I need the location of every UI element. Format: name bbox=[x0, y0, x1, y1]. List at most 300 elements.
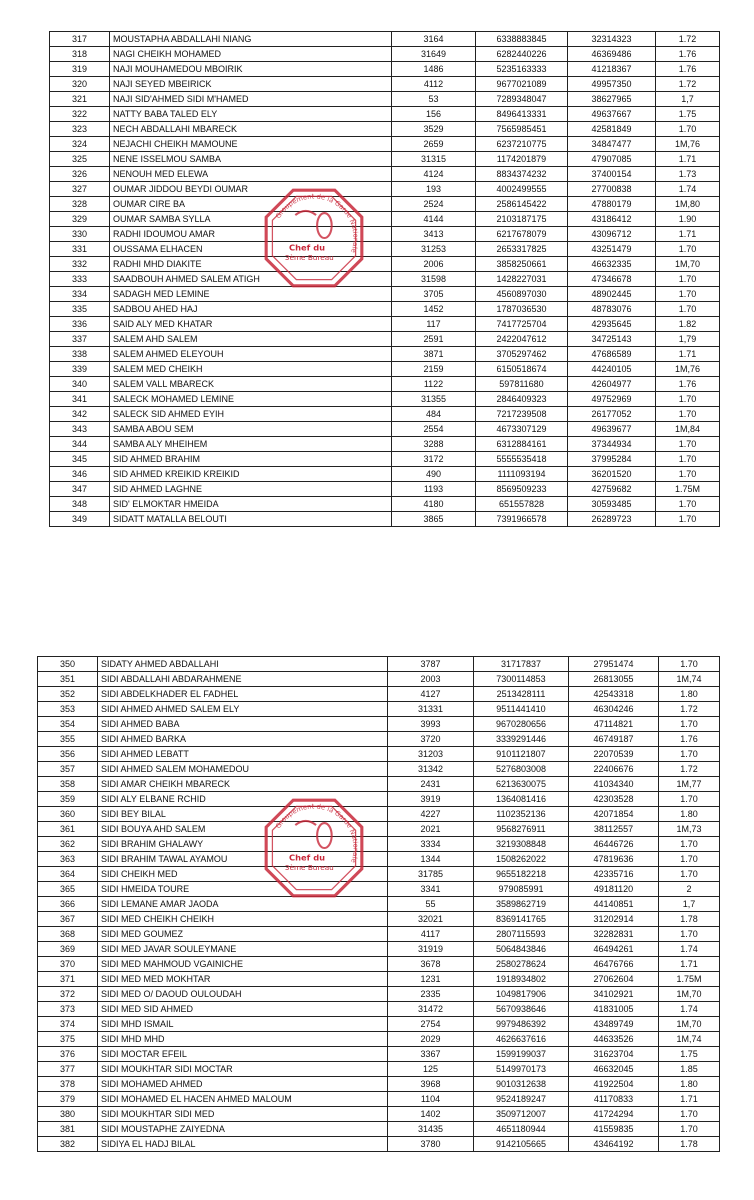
table-row bbox=[50, 392, 720, 407]
name-cell: MOUSTAPHA ABDALLAHI NIANG bbox=[110, 32, 392, 47]
table-row bbox=[38, 867, 720, 882]
row-number-cell: 370 bbox=[38, 957, 98, 972]
name-cell: SIDI MOUSTAPHE ZAIYEDNA bbox=[98, 1122, 388, 1137]
name-cell: SALECK SID AHMED EYIH bbox=[110, 407, 392, 422]
table-row bbox=[50, 272, 720, 287]
row-number-cell: 349 bbox=[50, 512, 110, 527]
height-cell: 1.70 bbox=[656, 467, 720, 482]
phone-cell: 37995284 bbox=[568, 452, 656, 467]
matricule-cell: 490 bbox=[392, 467, 476, 482]
height-cell: 1.70 bbox=[656, 302, 720, 317]
matricule-cell: 3341 bbox=[388, 882, 474, 897]
table-row bbox=[50, 107, 720, 122]
matricule-cell: 4227 bbox=[388, 807, 474, 822]
table-row bbox=[38, 732, 720, 747]
nni-cell: 8496413331 bbox=[476, 107, 568, 122]
nni-cell: 2103187175 bbox=[476, 212, 568, 227]
row-number-cell: 382 bbox=[38, 1137, 98, 1152]
matricule-cell: 31472 bbox=[388, 1002, 474, 1017]
height-cell: 1.70 bbox=[659, 852, 720, 867]
phone-cell: 44633526 bbox=[569, 1032, 659, 1047]
height-cell: 1.74 bbox=[659, 942, 720, 957]
matricule-cell: 2335 bbox=[388, 987, 474, 1002]
phone-cell: 46369486 bbox=[568, 47, 656, 62]
nni-cell: 3339291446 bbox=[474, 732, 569, 747]
matricule-cell: 4112 bbox=[392, 77, 476, 92]
phone-cell: 31202914 bbox=[569, 912, 659, 927]
matricule-cell: 1231 bbox=[388, 972, 474, 987]
table-row bbox=[38, 882, 720, 897]
seal-label-line1: Chef du bbox=[289, 242, 326, 253]
height-cell: 1M,80 bbox=[656, 197, 720, 212]
row-number-cell: 326 bbox=[50, 167, 110, 182]
row-number-cell: 339 bbox=[50, 362, 110, 377]
row-number-cell: 373 bbox=[38, 1002, 98, 1017]
phone-cell: 42759682 bbox=[568, 482, 656, 497]
table-row bbox=[50, 137, 720, 152]
matricule-cell: 3288 bbox=[392, 437, 476, 452]
row-number-cell: 354 bbox=[38, 717, 98, 732]
nni-cell: 4626637616 bbox=[474, 1032, 569, 1047]
matricule-cell: 3787 bbox=[388, 657, 474, 672]
row-number-cell: 375 bbox=[38, 1032, 98, 1047]
name-cell: SIDI AHMED BABA bbox=[98, 717, 388, 732]
name-cell: SIDI HMEIDA TOURE bbox=[98, 882, 388, 897]
name-cell: SIDI AHMED LEBATT bbox=[98, 747, 388, 762]
row-number-cell: 359 bbox=[38, 792, 98, 807]
nni-cell: 979085991 bbox=[474, 882, 569, 897]
matricule-cell: 2554 bbox=[392, 422, 476, 437]
matricule-cell: 117 bbox=[392, 317, 476, 332]
height-cell: 1,7 bbox=[656, 92, 720, 107]
nni-cell: 6217678079 bbox=[476, 227, 568, 242]
matricule-cell: 193 bbox=[392, 182, 476, 197]
name-cell: SALEM MED CHEIKH bbox=[110, 362, 392, 377]
matricule-cell: 3780 bbox=[388, 1137, 474, 1152]
matricule-cell: 3413 bbox=[392, 227, 476, 242]
name-cell: SIDATT MATALLA BELOUTI bbox=[110, 512, 392, 527]
name-cell: SIDI MED MED MOKHTAR bbox=[98, 972, 388, 987]
row-number-cell: 378 bbox=[38, 1077, 98, 1092]
table-row bbox=[50, 437, 720, 452]
phone-cell: 47686589 bbox=[568, 347, 656, 362]
table-row bbox=[50, 212, 720, 227]
phone-cell: 47907085 bbox=[568, 152, 656, 167]
phone-cell: 43251479 bbox=[568, 242, 656, 257]
matricule-cell: 31342 bbox=[388, 762, 474, 777]
height-cell: 1.75 bbox=[656, 107, 720, 122]
matricule-cell: 31435 bbox=[388, 1122, 474, 1137]
phone-cell: 49637667 bbox=[568, 107, 656, 122]
table-row bbox=[50, 332, 720, 347]
table-row bbox=[38, 792, 720, 807]
height-cell: 1.71 bbox=[659, 1092, 720, 1107]
height-cell: 1.71 bbox=[656, 347, 720, 362]
name-cell: SIDI MED SID AHMED bbox=[98, 1002, 388, 1017]
name-cell: NAJI MOUHAMEDOU MBOIRIK bbox=[110, 62, 392, 77]
phone-cell: 34847477 bbox=[568, 137, 656, 152]
matricule-cell: 31919 bbox=[388, 942, 474, 957]
row-number-cell: 377 bbox=[38, 1062, 98, 1077]
height-cell: 1M,74 bbox=[659, 672, 720, 687]
table-row bbox=[38, 897, 720, 912]
height-cell: 1.70 bbox=[656, 407, 720, 422]
nni-cell: 1599199037 bbox=[474, 1047, 569, 1062]
name-cell: SIDI MED CHEIKH CHEIKH bbox=[98, 912, 388, 927]
name-cell: OUMAR CIRE BA bbox=[110, 197, 392, 212]
table-row bbox=[50, 362, 720, 377]
table-row bbox=[38, 942, 720, 957]
nni-cell: 9511441410 bbox=[474, 702, 569, 717]
phone-cell: 42581849 bbox=[568, 122, 656, 137]
height-cell: 1.70 bbox=[656, 512, 720, 527]
table-row bbox=[38, 672, 720, 687]
table-row bbox=[38, 927, 720, 942]
nni-cell: 597811680 bbox=[476, 377, 568, 392]
name-cell: SAMBA ALY MHEIHEM bbox=[110, 437, 392, 452]
height-cell: 1.76 bbox=[659, 732, 720, 747]
height-cell: 1M,70 bbox=[659, 987, 720, 1002]
row-number-cell: 346 bbox=[50, 467, 110, 482]
table-row bbox=[38, 987, 720, 1002]
row-number-cell: 381 bbox=[38, 1122, 98, 1137]
phone-cell: 27062604 bbox=[569, 972, 659, 987]
matricule-cell: 31649 bbox=[392, 47, 476, 62]
matricule-cell: 3529 bbox=[392, 122, 476, 137]
nni-cell: 7217239508 bbox=[476, 407, 568, 422]
nni-cell: 8834374232 bbox=[476, 167, 568, 182]
nni-cell: 9655182218 bbox=[474, 867, 569, 882]
height-cell: 1.72 bbox=[656, 32, 720, 47]
matricule-cell: 2006 bbox=[392, 257, 476, 272]
height-cell: 1.70 bbox=[656, 122, 720, 137]
height-cell: 1.80 bbox=[659, 687, 720, 702]
row-number-cell: 371 bbox=[38, 972, 98, 987]
height-cell: 1,7 bbox=[659, 897, 720, 912]
name-cell: SIDI ALY ELBANE RCHID bbox=[98, 792, 388, 807]
height-cell: 1.78 bbox=[659, 912, 720, 927]
seal-label-line1: Chef du bbox=[289, 852, 326, 863]
phone-cell: 22406676 bbox=[569, 762, 659, 777]
name-cell: SIDI CHEIKH MED bbox=[98, 867, 388, 882]
matricule-cell: 3367 bbox=[388, 1047, 474, 1062]
table-row bbox=[38, 762, 720, 777]
row-number-cell: 337 bbox=[50, 332, 110, 347]
matricule-cell: 3334 bbox=[388, 837, 474, 852]
height-cell: 1.82 bbox=[656, 317, 720, 332]
table-row bbox=[50, 32, 720, 47]
table-row bbox=[38, 1047, 720, 1062]
height-cell: 1.70 bbox=[659, 837, 720, 852]
phone-cell: 41922504 bbox=[569, 1077, 659, 1092]
table-row bbox=[50, 482, 720, 497]
matricule-cell: 1193 bbox=[392, 482, 476, 497]
roster-table-1-body bbox=[50, 32, 720, 527]
name-cell: OUMAR SAMBA SYLLA bbox=[110, 212, 392, 227]
table-row bbox=[50, 152, 720, 167]
table-row bbox=[38, 1137, 720, 1152]
matricule-cell: 156 bbox=[392, 107, 476, 122]
table-row bbox=[38, 717, 720, 732]
nni-cell: 9568276911 bbox=[474, 822, 569, 837]
phone-cell: 47114821 bbox=[569, 717, 659, 732]
phone-cell: 26813055 bbox=[569, 672, 659, 687]
row-number-cell: 366 bbox=[38, 897, 98, 912]
name-cell: SALEM AHD SALEM bbox=[110, 332, 392, 347]
phone-cell: 42935645 bbox=[568, 317, 656, 332]
name-cell: SIDI BOUYA AHD SALEM bbox=[98, 822, 388, 837]
height-cell: 1.70 bbox=[659, 717, 720, 732]
matricule-cell: 2021 bbox=[388, 822, 474, 837]
matricule-cell: 3968 bbox=[388, 1077, 474, 1092]
height-cell: 1.74 bbox=[656, 182, 720, 197]
table-row bbox=[38, 657, 720, 672]
row-number-cell: 379 bbox=[38, 1092, 98, 1107]
table-row bbox=[38, 1017, 720, 1032]
nni-cell: 9101121807 bbox=[474, 747, 569, 762]
row-number-cell: 345 bbox=[50, 452, 110, 467]
name-cell: NAJI SID'AHMED SIDI M'HAMED bbox=[110, 92, 392, 107]
phone-cell: 27951474 bbox=[569, 657, 659, 672]
nni-cell: 1102352136 bbox=[474, 807, 569, 822]
height-cell: 1.70 bbox=[659, 657, 720, 672]
matricule-cell: 1402 bbox=[388, 1107, 474, 1122]
row-number-cell: 327 bbox=[50, 182, 110, 197]
name-cell: RADHI IDOUMOU AMAR bbox=[110, 227, 392, 242]
phone-cell: 46632045 bbox=[569, 1062, 659, 1077]
height-cell: 1.76 bbox=[656, 47, 720, 62]
matricule-cell: 31203 bbox=[388, 747, 474, 762]
nni-cell: 8369141765 bbox=[474, 912, 569, 927]
table-row bbox=[50, 377, 720, 392]
name-cell: SIDATY AHMED ABDALLAHI bbox=[98, 657, 388, 672]
nni-cell: 8569509233 bbox=[476, 482, 568, 497]
nni-cell: 4560897030 bbox=[476, 287, 568, 302]
height-cell: 1M,70 bbox=[659, 1017, 720, 1032]
nni-cell: 3509712007 bbox=[474, 1107, 569, 1122]
table-row bbox=[50, 407, 720, 422]
matricule-cell: 55 bbox=[388, 897, 474, 912]
matricule-cell: 2659 bbox=[392, 137, 476, 152]
name-cell: NEJACHI CHEIKH MAMOUNE bbox=[110, 137, 392, 152]
phone-cell: 32314323 bbox=[568, 32, 656, 47]
name-cell: SALEM VALL MBARECK bbox=[110, 377, 392, 392]
nni-cell: 651557828 bbox=[476, 497, 568, 512]
nni-cell: 3858250661 bbox=[476, 257, 568, 272]
table-row bbox=[50, 167, 720, 182]
nni-cell: 2580278624 bbox=[474, 957, 569, 972]
height-cell: 1.70 bbox=[656, 437, 720, 452]
row-number-cell: 372 bbox=[38, 987, 98, 1002]
roster-table-2 bbox=[37, 656, 720, 1152]
seal-ring-text: Groupement de la Garde Nationale bbox=[274, 802, 360, 864]
row-number-cell: 317 bbox=[50, 32, 110, 47]
table-row bbox=[50, 227, 720, 242]
height-cell: 1.80 bbox=[659, 1077, 720, 1092]
nni-cell: 9142105665 bbox=[474, 1137, 569, 1152]
row-number-cell: 358 bbox=[38, 777, 98, 792]
matricule-cell: 2159 bbox=[392, 362, 476, 377]
name-cell: SADBOU AHED HAJ bbox=[110, 302, 392, 317]
matricule-cell: 484 bbox=[392, 407, 476, 422]
name-cell: SIDI BRAHIM GHALAWY bbox=[98, 837, 388, 852]
matricule-cell: 4124 bbox=[392, 167, 476, 182]
row-number-cell: 344 bbox=[50, 437, 110, 452]
table-row bbox=[38, 837, 720, 852]
table-row bbox=[50, 77, 720, 92]
name-cell: SID AHMED LAGHNE bbox=[110, 482, 392, 497]
nni-cell: 7565985451 bbox=[476, 122, 568, 137]
phone-cell: 43096712 bbox=[568, 227, 656, 242]
roster-table-2-body bbox=[38, 657, 720, 1152]
row-number-cell: 364 bbox=[38, 867, 98, 882]
nni-cell: 4673307129 bbox=[476, 422, 568, 437]
phone-cell: 22070539 bbox=[569, 747, 659, 762]
phone-cell: 41831005 bbox=[569, 1002, 659, 1017]
row-number-cell: 362 bbox=[38, 837, 98, 852]
row-number-cell: 330 bbox=[50, 227, 110, 242]
nni-cell: 9677021089 bbox=[476, 77, 568, 92]
table-row bbox=[38, 1122, 720, 1137]
name-cell: NATTY BABA TALED ELY bbox=[110, 107, 392, 122]
nni-cell: 1364081416 bbox=[474, 792, 569, 807]
nni-cell: 7300114853 bbox=[474, 672, 569, 687]
table-row bbox=[50, 62, 720, 77]
phone-cell: 43464192 bbox=[569, 1137, 659, 1152]
row-number-cell: 365 bbox=[38, 882, 98, 897]
row-number-cell: 368 bbox=[38, 927, 98, 942]
matricule-cell: 3871 bbox=[392, 347, 476, 362]
phone-cell: 49752969 bbox=[568, 392, 656, 407]
phone-cell: 42303528 bbox=[569, 792, 659, 807]
nni-cell: 7289348047 bbox=[476, 92, 568, 107]
table-row bbox=[50, 242, 720, 257]
matricule-cell: 2754 bbox=[388, 1017, 474, 1032]
nni-cell: 31717837 bbox=[474, 657, 569, 672]
phone-cell: 34725143 bbox=[568, 332, 656, 347]
table-row bbox=[38, 807, 720, 822]
nni-cell: 1111093194 bbox=[476, 467, 568, 482]
height-cell: 1.70 bbox=[659, 747, 720, 762]
matricule-cell: 4117 bbox=[388, 927, 474, 942]
phone-cell: 42335716 bbox=[569, 867, 659, 882]
row-number-cell: 343 bbox=[50, 422, 110, 437]
phone-cell: 43186412 bbox=[568, 212, 656, 227]
row-number-cell: 355 bbox=[38, 732, 98, 747]
nni-cell: 2422047612 bbox=[476, 332, 568, 347]
name-cell: SIDI MOHAMED EL HACEN AHMED MALOUM bbox=[98, 1092, 388, 1107]
nni-cell: 9524189247 bbox=[474, 1092, 569, 1107]
table-row bbox=[38, 777, 720, 792]
row-number-cell: 334 bbox=[50, 287, 110, 302]
nni-cell: 6282440226 bbox=[476, 47, 568, 62]
row-number-cell: 363 bbox=[38, 852, 98, 867]
name-cell: SIDI MOHAMED AHMED bbox=[98, 1077, 388, 1092]
height-cell: 1.72 bbox=[656, 77, 720, 92]
height-cell: 1.71 bbox=[659, 957, 720, 972]
matricule-cell: 31331 bbox=[388, 702, 474, 717]
name-cell: SIDI MOCTAR EFEIL bbox=[98, 1047, 388, 1062]
name-cell: SIDI MOUKHTAR SIDI MOCTAR bbox=[98, 1062, 388, 1077]
table-row bbox=[50, 287, 720, 302]
table-row bbox=[50, 47, 720, 62]
name-cell: RADHI MHD DIAKITE bbox=[110, 257, 392, 272]
matricule-cell: 32021 bbox=[388, 912, 474, 927]
height-cell: 1.75M bbox=[659, 972, 720, 987]
nni-cell: 6150518674 bbox=[476, 362, 568, 377]
name-cell: SIDI ABDELKHADER EL FADHEL bbox=[98, 687, 388, 702]
name-cell: SID' ELMOKTAR HMEIDA bbox=[110, 497, 392, 512]
name-cell: SIDI MED MAHMOUD VGAINICHE bbox=[98, 957, 388, 972]
phone-cell: 42543318 bbox=[569, 687, 659, 702]
row-number-cell: 323 bbox=[50, 122, 110, 137]
row-number-cell: 331 bbox=[50, 242, 110, 257]
row-number-cell: 335 bbox=[50, 302, 110, 317]
phone-cell: 42071854 bbox=[569, 807, 659, 822]
seal-ring-text: Groupement de la Garde Nationale bbox=[274, 192, 360, 254]
nni-cell: 5670938646 bbox=[474, 1002, 569, 1017]
name-cell: SIDI MHD ISMAIL bbox=[98, 1017, 388, 1032]
height-cell: 1.70 bbox=[659, 867, 720, 882]
name-cell: SALECK MOHAMED LEMINE bbox=[110, 392, 392, 407]
nni-cell: 6312884161 bbox=[476, 437, 568, 452]
row-number-cell: 338 bbox=[50, 347, 110, 362]
row-number-cell: 332 bbox=[50, 257, 110, 272]
name-cell: NENE ISSELMOU SAMBA bbox=[110, 152, 392, 167]
phone-cell: 43489749 bbox=[569, 1017, 659, 1032]
matricule-cell: 3865 bbox=[392, 512, 476, 527]
name-cell: SIDI AHMED BARKA bbox=[98, 732, 388, 747]
phone-cell: 49639677 bbox=[568, 422, 656, 437]
height-cell: 1.75M bbox=[656, 482, 720, 497]
phone-cell: 44140851 bbox=[569, 897, 659, 912]
table-row bbox=[50, 92, 720, 107]
nni-cell: 6338883845 bbox=[476, 32, 568, 47]
table-row bbox=[38, 1077, 720, 1092]
height-cell: 1.70 bbox=[656, 452, 720, 467]
name-cell: SAMBA ABOU SEM bbox=[110, 422, 392, 437]
table-row bbox=[38, 1032, 720, 1047]
nni-cell: 4651180944 bbox=[474, 1122, 569, 1137]
row-number-cell: 318 bbox=[50, 47, 110, 62]
nni-cell: 3219308848 bbox=[474, 837, 569, 852]
nni-cell: 5149970173 bbox=[474, 1062, 569, 1077]
phone-cell: 49181120 bbox=[569, 882, 659, 897]
table-row bbox=[38, 972, 720, 987]
roster-table-1 bbox=[49, 31, 720, 527]
nni-cell: 4002499555 bbox=[476, 182, 568, 197]
height-cell: 1.76 bbox=[656, 377, 720, 392]
height-cell: 1.70 bbox=[659, 1107, 720, 1122]
height-cell: 1.80 bbox=[659, 807, 720, 822]
row-number-cell: 348 bbox=[50, 497, 110, 512]
height-cell: 1.70 bbox=[659, 927, 720, 942]
height-cell: 1.71 bbox=[656, 152, 720, 167]
height-cell: 1.70 bbox=[656, 287, 720, 302]
row-number-cell: 319 bbox=[50, 62, 110, 77]
height-cell: 1.75 bbox=[659, 1047, 720, 1062]
phone-cell: 46446726 bbox=[569, 837, 659, 852]
table-row bbox=[38, 1107, 720, 1122]
matricule-cell: 31598 bbox=[392, 272, 476, 287]
name-cell: SIDI BEY BILAL bbox=[98, 807, 388, 822]
table-row bbox=[38, 687, 720, 702]
matricule-cell: 1344 bbox=[388, 852, 474, 867]
height-cell: 1.70 bbox=[659, 792, 720, 807]
seal-graphic bbox=[262, 796, 366, 900]
name-cell: SIDI ABDALLAHI ABDARAHMENE bbox=[98, 672, 388, 687]
height-cell: 1M,73 bbox=[659, 822, 720, 837]
